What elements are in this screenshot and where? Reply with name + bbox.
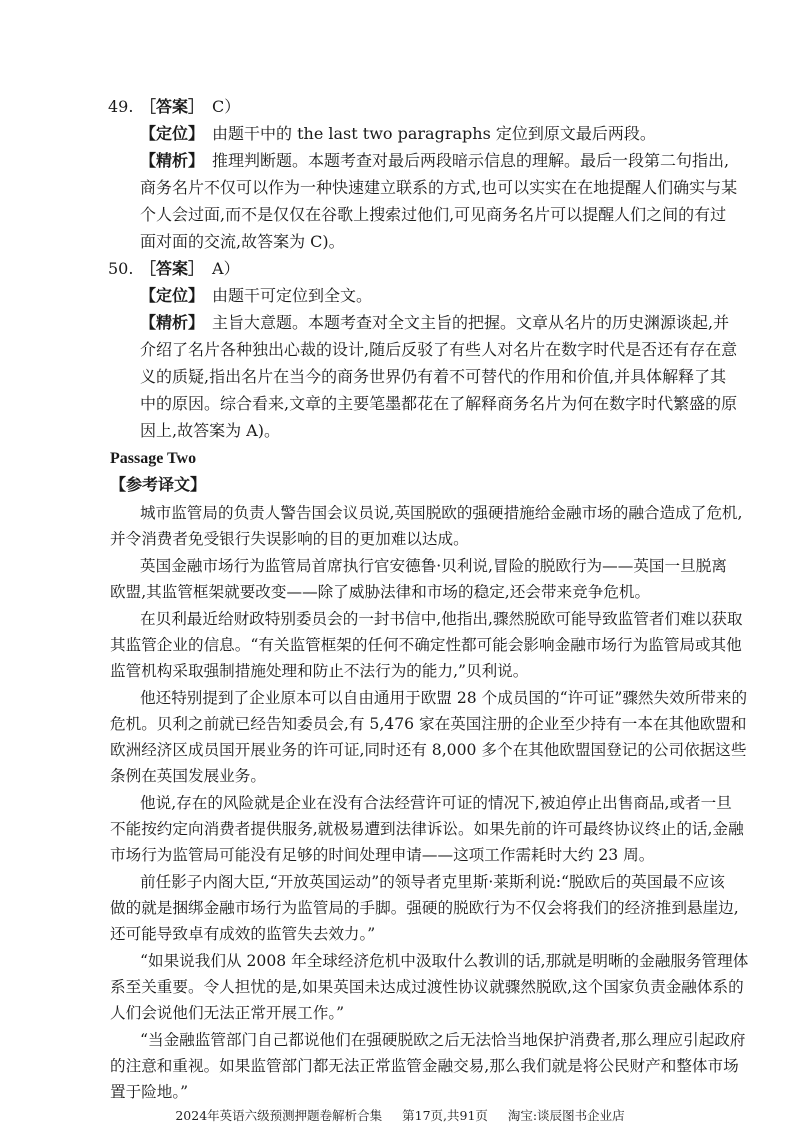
translation-line: “如果说我们从 2008 年全球经济危机中汲取什么教训的话,那就是明晰的金融服务管理体 <box>140 952 749 970</box>
page-footer <box>0 1106 800 1124</box>
locate-text: 由题干可定位到全文。 <box>212 286 373 305</box>
analysis-line: 面对面的交流,故答案为 C)。 <box>140 232 345 251</box>
answer-value: C） <box>212 97 241 116</box>
question-number: 50. <box>108 259 134 278</box>
translation-line: 危机。贝利之前就已经告知委员会,有 5,476 家在英国注册的企业至少持有一本在其他欧盟和 <box>110 715 747 733</box>
translation-line: 英国金融市场行为监管局首席执行官安德鲁·贝利说,冒险的脱欧行为——英国一旦脱离 <box>140 557 727 575</box>
answer-line <box>140 96 240 118</box>
analysis-text: 主旨大意题。本题考查对全文主旨的把握。文章从名片的历史渊源谈起,并 <box>212 313 730 332</box>
locate-line <box>140 123 656 145</box>
analysis-line: 个人会过面,而不是仅仅在谷歌上搜索过他们,可见商务名片可以提醒人们之间的有过 <box>140 205 727 224</box>
analysis-label: 【精析】 <box>140 151 205 170</box>
answer-line <box>140 258 240 280</box>
locate-label: 【定位】 <box>140 286 205 305</box>
analysis-line <box>140 312 729 334</box>
translation-line: 在贝利最近给财政特别委员会的一封书信中,他指出,骤然脱欧可能导致监管者们难以获取 <box>140 610 743 628</box>
analysis-line: 义的质疑,指出名片在当今的商务世界仍有着不可替代的作用和价值,并具体解释了其 <box>140 367 727 386</box>
translation-line: 人们会说他们无法正常开展工作。” <box>110 1004 345 1022</box>
answer-value: A） <box>212 259 240 278</box>
translation-line: 系至关重要。令人担忧的是,如果英国未达成过渡性协议就骤然脱欧,这个国家负责金融体系的 <box>110 978 744 996</box>
translation-label: 【参考译文】 <box>110 475 207 494</box>
footer-shop: 淘宝:谈辰图书企业店 <box>507 1108 625 1123</box>
translation-line: 监管机构采取强制措施处理和防止不法行为的能力,”贝利说。 <box>110 662 529 680</box>
translation-line: 欧盟,其监管框架就要改变——除了威胁法律和市场的稳定,还会带来竞争危机。 <box>110 583 651 601</box>
translation-line: 市场行为监管局可能没有足够的时间处理申请——这项工作需耗时大约 23 周。 <box>110 846 655 864</box>
locate-text: 由题干中的 the last two paragraphs 定位到原文最后两段。 <box>212 124 656 143</box>
translation-line: 的注意和重视。如果监管部门都无法正常监管金融交易,那么我们就是将公民财产和整体市场 <box>110 1057 739 1075</box>
footer-book-title: 2024年英语六级预测押题卷解析合集 <box>175 1108 383 1123</box>
translation-line: 他还特别提到了企业原本可以自由通用于欧盟 28 个成员国的“许可证”骤然失效所带来的 <box>140 689 748 707</box>
analysis-label: 【精析】 <box>140 313 205 332</box>
answer-label: ［答案］ <box>140 259 205 278</box>
translation-line: 其监管企业的信息。“有关监管框架的任何不确定性都可能会影响金融市场行为监管局或其他 <box>110 636 742 654</box>
analysis-line: 商务名片不仅可以作为一种快速建立联系的方式,也可以实实在在地提醒人们确实与某 <box>140 178 738 197</box>
translation-line: 欧洲经济区成员国开展业务的许可证,同时还有 8,000 多个在其他欧盟国登记的公司依据这些 <box>110 741 747 759</box>
translation-line: 置于险地。” <box>110 1083 189 1101</box>
locate-line <box>140 285 372 307</box>
footer-page-number: 第17页,共91页 <box>402 1108 488 1123</box>
translation-line: 还可能导致卓有成效的监管失去效力。” <box>110 925 376 943</box>
answer-label: ［答案］ <box>140 97 205 116</box>
translation-line: “当金融监管部门自己都说他们在强硬脱欧之后无法恰当地保护消费者,那么理应引起政府 <box>140 1031 746 1049</box>
translation-line: 做的就是捆绑金融市场行为监管局的手脚。强硬的脱欧行为不仅会将我们的经济推到悬崖边, <box>110 899 739 917</box>
translation-line: 他说,存在的风险就是企业在没有合法经营许可证的情况下,被迫停止出售商品,或者一旦 <box>140 794 732 812</box>
translation-line: 前任影子内阁大臣,“开放英国运动”的领导者克里斯·莱斯利说:“脱欧后的英国最不应该 <box>140 873 725 891</box>
analysis-line: 中的原因。综合看来,文章的主要笔墨都花在了解释商务名片为何在数字时代繁盛的原 <box>140 394 738 413</box>
translation-line: 并令消费者免受银行失误影响的目的更加难以达成。 <box>110 530 469 548</box>
analysis-text: 推理判断题。本题考查对最后两段暗示信息的理解。最后一段第二句指出, <box>212 151 730 170</box>
analysis-line: 因上,故答案为 A)。 <box>140 421 280 440</box>
translation-line: 条例在英国发展业务。 <box>110 767 266 785</box>
locate-label: 【定位】 <box>140 124 205 143</box>
question-number: 49. <box>108 97 134 116</box>
translation-line: 不能按约定向消费者提供服务,就极易遭到法律诉讼。如果先前的许可最终协议终止的话,金融 <box>110 820 744 838</box>
analysis-line <box>140 150 729 172</box>
passage-title: Passage Two <box>110 450 197 467</box>
analysis-line: 介绍了名片各种独出心裁的设计,随后反驳了有些人对名片在数字时代是否还有存在意 <box>140 340 738 359</box>
translation-line: 城市监管局的负责人警告国会议员说,英国脱欧的强硬措施给金融市场的融合造成了危机, <box>140 504 743 522</box>
